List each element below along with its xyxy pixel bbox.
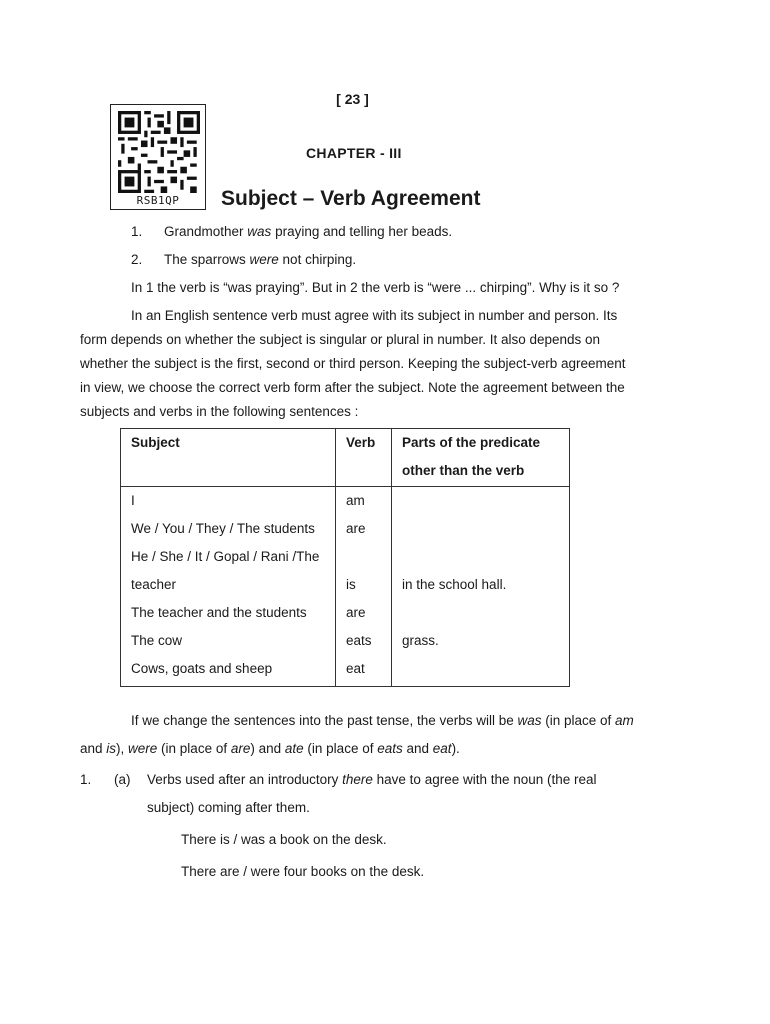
cell-subject: teacher [121,571,336,599]
qr-pattern-icon [118,111,200,193]
explanation-line: in view, we choose the correct verb form after the subject. Note the agreement between the [80,380,625,395]
table-row [121,487,570,516]
cell-verb: is [336,571,392,599]
rule-example: There are / were four books on the desk. [181,864,425,879]
header-predicate: Parts of the predicate other than the verb [392,429,570,487]
table-row [121,571,570,599]
past-tense-line: and is), were (in place of are) and ate (in place of eats and eat). [80,741,460,756]
cell-subject: I [121,487,336,516]
explanation-line: subjects and verbs in the following sentences : [80,404,359,419]
example-number: 1. [131,224,143,239]
table-row [121,543,570,571]
cell-verb: eat [336,655,392,687]
cell-subject: The cow [121,627,336,655]
cell-verb: are [336,515,392,543]
rule-text: Verbs used after an introductory there have to agree with the noun (the real [147,772,597,787]
chapter-heading: CHAPTER - III [306,145,402,161]
cell-verb: eats [336,627,392,655]
table-header-row [121,429,570,487]
cell-subject: The teacher and the students [121,599,336,627]
rule-sub-letter: (a) [114,772,131,787]
cell-subject: Cows, goats and sheep [121,655,336,687]
explanation-line: form depends on whether the subject is singular or plural in number. It also depends on [80,332,601,347]
rule-number: 1. [80,772,92,787]
cell-verb: are [336,599,392,627]
cell-predicate [392,655,570,687]
cell-predicate [392,487,570,516]
cell-verb: am [336,487,392,516]
cell-predicate: grass. [392,627,570,655]
chapter-title: Subject – Verb Agreement [221,187,481,210]
table-row [121,599,570,627]
cell-predicate [392,599,570,627]
table-row [121,627,570,655]
example-sentence: The sparrows were not chirping. [164,252,357,267]
table-row [121,515,570,543]
explanation-line: whether the subject is the first, second or third person. Keeping the subject-verb agreement [80,356,626,371]
cell-subject: We / You / They / The students [121,515,336,543]
cell-predicate: in the school hall. [392,571,570,599]
table-row [121,655,570,687]
page-number: [ 23 ] [336,91,369,107]
past-tense-line: If we change the sentences into the past tense, the verbs will be was (in place of am [131,713,634,728]
cell-predicate [392,543,570,571]
question-line: In 1 the verb is “was praying”. But in 2 the verb is “were ... chirping”. Why is it so ? [131,280,620,295]
qr-code-label: RSB1QP [136,194,180,207]
agreement-table [120,428,570,687]
rule-text: subject) coming after them. [147,800,310,815]
explanation-line: In an English sentence verb must agree with its subject in number and person. Its [131,308,618,323]
example-number: 2. [131,252,143,267]
header-verb: Verb [336,429,392,487]
qr-code[interactable] [110,104,206,210]
header-subject: Subject [121,429,336,487]
rule-example: There is / was a book on the desk. [181,832,387,847]
cell-subject: He / She / It / Gopal / Rani /The [121,543,336,571]
example-sentence: Grandmother was praying and telling her beads. [164,224,453,239]
cell-predicate [392,515,570,543]
cell-verb [336,543,392,571]
